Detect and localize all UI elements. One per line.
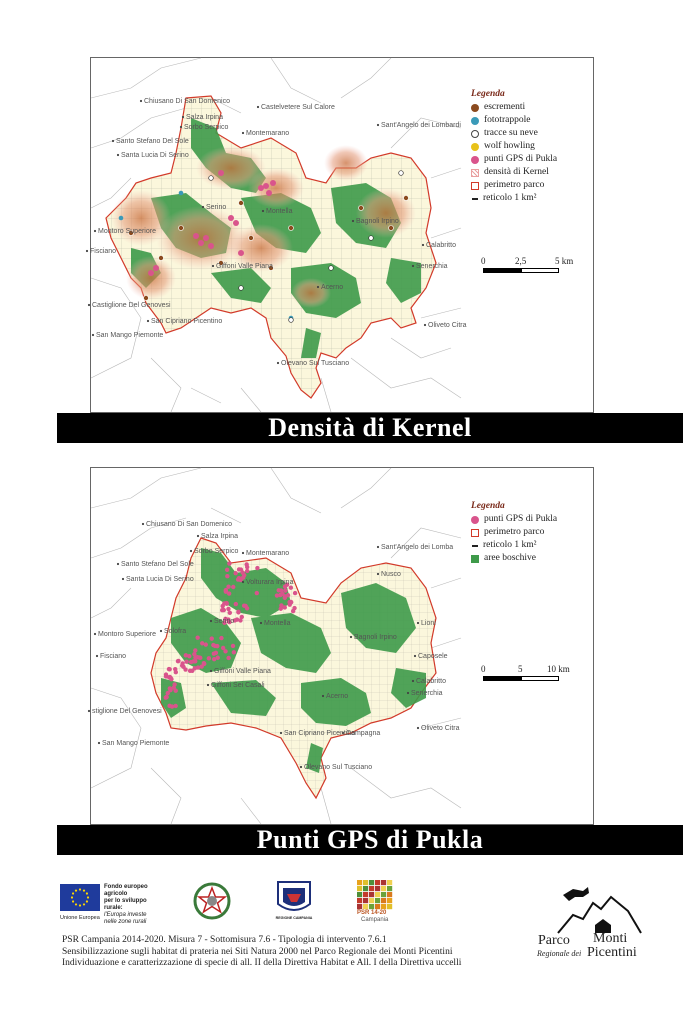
map2-town-marker-icon [96, 655, 98, 657]
gps-point [164, 695, 168, 699]
map2-town-label: Montella [264, 620, 291, 627]
map1-town-label: Santo Stefano Del Sole [116, 138, 189, 145]
regione-campania-logo [275, 880, 313, 924]
gps-point [200, 641, 204, 645]
eu-star-icon [83, 903, 85, 905]
gps-point [215, 644, 219, 648]
eu-star-icon [72, 892, 74, 894]
gps-point [214, 651, 218, 655]
map2-town-marker-icon [322, 695, 324, 697]
map1-town-marker-icon [422, 244, 424, 246]
map1-town-label: Salza Irpina [186, 114, 223, 121]
map1-legend-item [471, 101, 557, 114]
gps-point [164, 674, 168, 678]
map1-town-marker-icon [86, 250, 88, 252]
map2-canvas[interactable] [91, 468, 461, 824]
psr-tile [381, 886, 386, 891]
map2-legend-label: reticolo 1 km² [483, 540, 537, 550]
gps-point [184, 659, 188, 663]
map1-legend-label: wolf howling [484, 141, 535, 151]
map1-town-marker-icon [94, 230, 96, 232]
footer-line-1: PSR Campania 2014-2020. Misura 7 - Sottomisura 7.6 - Tipologia di intervento 7.6.1 [62, 935, 387, 945]
eu-star-icon [86, 900, 88, 902]
map2-town-label: Santa Lucia Di Serino [126, 576, 194, 583]
psr-tile [387, 880, 392, 885]
map1-legend-item [471, 140, 557, 153]
map1-town-label: Montella [266, 208, 293, 215]
psr-tile [363, 886, 368, 891]
map2-town-marker-icon [160, 630, 162, 632]
psr-tile [375, 886, 380, 891]
map2-town-label: Calabritto [416, 678, 446, 685]
psr-tile [381, 892, 386, 897]
map2-town-label: Solofra [164, 628, 187, 635]
gps-point [241, 575, 245, 579]
eu-star-icon [75, 889, 77, 891]
gps-point [232, 650, 236, 654]
map1-town-marker-icon [92, 334, 94, 336]
map1-town-label: Acerno [321, 284, 344, 291]
gps-point [255, 591, 259, 595]
gps-point [283, 588, 287, 592]
map2-town-marker-icon [407, 692, 409, 694]
gps-point [173, 667, 177, 671]
map1-legend-item [471, 166, 557, 179]
map1-town-label: Montoro Superiore [98, 228, 156, 235]
map1-town-label: Oliveto Citra [428, 322, 467, 329]
map2-town-marker-icon [414, 655, 416, 657]
gps-point [224, 589, 228, 593]
map2-town-marker-icon [210, 670, 212, 672]
eu-text-line-2: per lo sviluppo rurale: [104, 898, 147, 911]
map1-town-marker-icon [242, 132, 244, 134]
eu-star-icon [79, 888, 81, 890]
map2-town-marker-icon [412, 680, 414, 682]
gps-point [289, 585, 293, 589]
psr-tile [387, 892, 392, 897]
map2-town-marker-icon [417, 727, 419, 729]
eu-logo [60, 880, 148, 925]
gps-point [255, 566, 259, 570]
gps-point [212, 657, 216, 661]
eu-star-icon [87, 896, 89, 898]
gps-point [234, 602, 238, 606]
map2-town-label: Giffoni Valle Piana [214, 668, 271, 675]
map1-town-marker-icon [262, 210, 264, 212]
psr-tile [369, 898, 374, 903]
map1-legend-symbol-icon [471, 169, 479, 177]
psr-tile [369, 892, 374, 897]
map2-town-marker-icon [88, 710, 90, 712]
scale2-tick-2: 10 km [547, 664, 570, 674]
gps-point [245, 569, 249, 573]
eu-star-icon [86, 892, 88, 894]
map2-town-marker-icon [350, 636, 352, 638]
map1-town-label: Giffoni Valle Piana [216, 263, 273, 270]
map2-town-label: San Cipriano Picentino [284, 730, 356, 737]
map2-town-label: Sant'Angelo dei Lomba [381, 544, 454, 551]
map1-legend-item [471, 127, 557, 140]
eu-flag-icon [60, 884, 100, 911]
psr-logo [357, 880, 393, 926]
footer-line-2: Sensibilizzazione sugli habitat di prateria nei Siti Natura 2000 nel Parco Regionale dei Monti Picentini [62, 946, 453, 957]
map2-town-marker-icon [207, 684, 209, 686]
map1-town-label: Sant'Angelo dei Lombardi [381, 122, 461, 129]
psr-tile [363, 904, 368, 909]
map2-town-label: Sorbo Serpico [194, 548, 239, 555]
map1-town-label: Castiglione Del Genovesi [92, 302, 171, 309]
eu-fund-text [104, 884, 164, 926]
gps-point [188, 669, 192, 673]
map2-legend-label: perimetro parco [484, 527, 545, 537]
scale-tick-2: 5 km [555, 256, 574, 266]
map2-legend [471, 500, 557, 565]
map1-town-label: San Cipriano Picentino [151, 318, 223, 325]
gps-point [192, 659, 196, 663]
eu-star-icon [83, 889, 85, 891]
gps-point [236, 610, 240, 614]
map1-town-marker-icon [424, 324, 426, 326]
map1-town-label: Serino [206, 204, 227, 211]
scale-tick-1: 2,5 [515, 256, 527, 266]
parco-line2: Regionale dei [537, 949, 582, 958]
map2-legend-symbol-icon [472, 545, 478, 547]
map2-town-marker-icon [210, 620, 212, 622]
gps-point [224, 601, 228, 605]
eu-star-icon [72, 900, 74, 902]
map1-town-marker-icon [352, 220, 354, 222]
map2-town-marker-icon [117, 563, 119, 565]
psr-tile [375, 892, 380, 897]
map2-town-label: San Mango Piemonte [102, 740, 170, 747]
parco-line1: Parco [538, 933, 570, 948]
psr-sub: Campania [361, 917, 389, 923]
map1-legend-symbol-icon [471, 104, 479, 112]
map2-legend-item [471, 526, 557, 539]
map1-town-label: Sorbo Serpico [184, 124, 229, 131]
gps-point [293, 591, 297, 595]
psr-tile [387, 904, 392, 909]
map1-town-label: Montemarano [246, 130, 290, 137]
map1-town-marker-icon [202, 206, 204, 208]
psr-tile [357, 880, 362, 885]
eu-text-line-1: Fondo europeo agricolo [104, 884, 148, 897]
psr-tile [357, 898, 362, 903]
map1-town-marker-icon [182, 116, 184, 118]
gps-point [184, 653, 188, 657]
psr-tile [369, 904, 374, 909]
map2-town-label: Fisciano [100, 653, 127, 660]
map2-town-label: Caposele [418, 653, 448, 660]
map1-town-marker-icon [112, 140, 114, 142]
gps-point [176, 659, 180, 663]
map2-legend-item [471, 513, 557, 526]
gps-point [228, 611, 232, 615]
map2-legend-item [471, 552, 557, 565]
psr-tile [387, 886, 392, 891]
gps-point [210, 636, 214, 640]
gps-point [211, 643, 215, 647]
map2-town-marker-icon [377, 546, 379, 548]
map1-legend-label: perimetro parco [484, 180, 545, 190]
map1-town-label: Castelvetere Sul Calore [261, 104, 335, 111]
map2-legend-symbol-icon [471, 529, 479, 537]
map1-town-label: Chiusano Di San Domenico [144, 98, 230, 105]
scale-tick-0: 0 [481, 256, 486, 266]
map2-frame [90, 467, 594, 825]
gps-point [226, 656, 230, 660]
map1-legend-symbol-icon [472, 198, 478, 200]
map1-legend-label: tracce su neve [484, 128, 538, 138]
eu-star-icon [79, 904, 81, 906]
psr-tile [381, 898, 386, 903]
gps-point [226, 585, 230, 589]
map1-legend-symbol-icon [471, 143, 479, 151]
gps-point [170, 704, 174, 708]
psr-tile [369, 886, 374, 891]
map2-town-label: Salza Irpina [201, 533, 238, 540]
gps-point [198, 656, 202, 660]
map1-town-marker-icon [277, 362, 279, 364]
psr-tile [387, 898, 392, 903]
gps-point [166, 691, 170, 695]
gps-point [193, 648, 197, 652]
map1-town-marker-icon [88, 304, 90, 306]
map1-town-label: Calabritto [426, 242, 456, 249]
eu-text-line-3: l'Europa investe [104, 912, 147, 918]
map1-town-label: Santa Lucia Di Serino [121, 152, 189, 159]
map2-town-marker-icon [197, 535, 199, 537]
map1-town-marker-icon [212, 265, 214, 267]
map2-town-label: Serino [214, 618, 235, 625]
scale2-bar-dark [483, 676, 521, 681]
gps-point [237, 567, 241, 571]
scale2-tick-1: 5 [518, 664, 523, 674]
gps-point [245, 565, 249, 569]
map1-town-marker-icon [180, 126, 182, 128]
map2-town-label: Montoro Superiore [98, 631, 156, 638]
map1-town-label: San Mango Piemonte [96, 332, 164, 339]
eu-name: Unione Europea [60, 915, 100, 921]
psr-tile [375, 904, 380, 909]
map2-town-marker-icon [260, 622, 262, 624]
scale-bar-dark [483, 268, 521, 273]
map2-town-marker-icon [190, 550, 192, 552]
gps-point [242, 604, 246, 608]
map1-legend-symbol-icon [471, 130, 479, 138]
map2-legend-symbol-icon [471, 555, 479, 563]
scale-bar-light [521, 268, 559, 273]
map2-town-label: Giffoni Sei Casali [211, 682, 265, 689]
map2-town-label: Volturara Irpina [246, 579, 294, 586]
map2-town-label: Senerchia [411, 690, 443, 697]
map1-town-label: Senerchia [416, 263, 448, 270]
map1-legend-item [471, 114, 557, 127]
map1-legend-label: fototrappole [484, 115, 531, 125]
scale2-tick-0: 0 [481, 664, 486, 674]
map1-frame [90, 57, 594, 413]
map2-town-marker-icon [300, 766, 302, 768]
eu-text-line-4: nelle zone rurali [104, 919, 147, 925]
map2-town-marker-icon [142, 523, 144, 525]
map1-legend-symbol-icon [471, 117, 479, 125]
map2-town-label: stiglione Del Genovesi [92, 708, 162, 715]
gps-point [235, 617, 239, 621]
gps-point [225, 574, 229, 578]
map1-legend-symbol-icon [471, 182, 479, 190]
gps-point [183, 667, 187, 671]
footer-line-3: Individuazione e caratterizzazione di specie di all. II della Direttiva Habitat e All. I della Direttiva uccelli [62, 958, 462, 968]
map1-town-marker-icon [140, 100, 142, 102]
psr-tile [363, 892, 368, 897]
gps-point [227, 561, 231, 565]
map2-town-label: Chiusano Di San Domenico [146, 521, 232, 528]
gps-point [167, 667, 171, 671]
map1-legend-item [471, 153, 557, 166]
gps-point [231, 644, 235, 648]
map2-legend-title: Legenda [471, 501, 505, 511]
parco-line3: Monti [593, 931, 628, 946]
parco-wolf-mountain-icon [533, 885, 643, 935]
map1-legend-symbol-icon [471, 156, 479, 164]
map2-town-label: Montemarano [246, 550, 290, 557]
map1-legend-label: reticolo 1 km² [483, 193, 537, 203]
map2-town-label: Bagnoli Irpino [354, 634, 397, 641]
map2-scale-bar [483, 664, 583, 684]
gps-point [236, 577, 240, 581]
map1-legend-label: punti GPS di Pukla [484, 154, 558, 164]
map2-legend-label: punti GPS di Pukla [484, 514, 558, 524]
parco-logo [533, 885, 643, 975]
psr-tile [363, 880, 368, 885]
psr-tile [357, 904, 362, 909]
gps-point [222, 608, 226, 612]
map2-town-label: Oliveto Citra [421, 725, 460, 732]
gps-point [196, 665, 200, 669]
gps-point [233, 571, 237, 575]
gps-point [279, 603, 283, 607]
map1-town-label: Olevano Sul Tusciano [281, 360, 350, 367]
psr-tile [375, 880, 380, 885]
map1-legend-item [471, 192, 557, 205]
map1-legend [471, 88, 557, 205]
gps-point [240, 570, 244, 574]
psr-label: PSR 14-20 [357, 910, 387, 916]
map2-banner: Punti GPS di Pukla [57, 825, 683, 855]
map2-town-marker-icon [98, 742, 100, 744]
map2-town-marker-icon [417, 622, 419, 624]
scale2-bar-light [521, 676, 559, 681]
map2-town-label: Nusco [381, 571, 401, 578]
map1-legend-item [471, 179, 557, 192]
eu-star-icon [71, 896, 73, 898]
map2-legend-symbol-icon [471, 516, 479, 524]
map2-town-label: Santo Stefano Del Sole [121, 561, 194, 568]
map2-town-label: Acerno [326, 693, 349, 700]
gps-point [288, 602, 292, 606]
map1-legend-label: escrementi [484, 102, 526, 112]
gps-point [226, 607, 230, 611]
map2-town-label: Campagna [346, 730, 381, 737]
gps-point [202, 661, 206, 665]
gps-point [221, 646, 225, 650]
map2-town-marker-icon [280, 732, 282, 734]
map1-town-marker-icon [377, 124, 379, 126]
gps-point [219, 636, 223, 640]
gps-point [292, 606, 296, 610]
map2-town-marker-icon [94, 633, 96, 635]
map1-town-marker-icon [317, 286, 319, 288]
map1-town-label: Fisciano [90, 248, 117, 255]
map2-town-marker-icon [377, 573, 379, 575]
map1-legend-label: densità di Kernel [484, 167, 549, 177]
map2-town-marker-icon [242, 552, 244, 554]
psr-tile [381, 880, 386, 885]
gps-point [195, 635, 199, 639]
italy-emblem-icon [192, 881, 232, 921]
gps-point [172, 682, 176, 686]
map1-legend-title: Legenda [471, 89, 505, 99]
psr-tile [375, 898, 380, 903]
footer-text [62, 935, 502, 970]
psr-tile [357, 892, 362, 897]
map1-town-label: Bagnoli Irpino [356, 218, 399, 225]
campania-label: REGIONE CAMPANIA [275, 916, 313, 920]
map2-legend-label: aree boschive [484, 553, 536, 563]
map2-town-label: Lioni [421, 620, 436, 627]
map1-town-marker-icon [117, 154, 119, 156]
psr-tile [357, 886, 362, 891]
gps-point [278, 593, 282, 597]
parco-line4: Picentini [587, 945, 637, 960]
gps-point [207, 656, 211, 660]
map1-town-marker-icon [147, 320, 149, 322]
psr-tile [369, 880, 374, 885]
map1-town-marker-icon [257, 106, 259, 108]
map2-town-marker-icon [242, 581, 244, 583]
map1-canvas[interactable] [90, 58, 467, 412]
map2-legend-item [471, 539, 557, 552]
gps-point [225, 568, 229, 572]
psr-tile [363, 898, 368, 903]
psr-tile [381, 904, 386, 909]
map2-town-marker-icon [122, 578, 124, 580]
map1-banner: Densità di Kernel [57, 413, 683, 443]
map1-scale-bar [483, 256, 583, 276]
map2-town-label: Olevano Sul Tusciano [304, 764, 373, 771]
map1-town-marker-icon [412, 265, 414, 267]
gps-point [231, 585, 235, 589]
eu-star-icon [75, 903, 77, 905]
